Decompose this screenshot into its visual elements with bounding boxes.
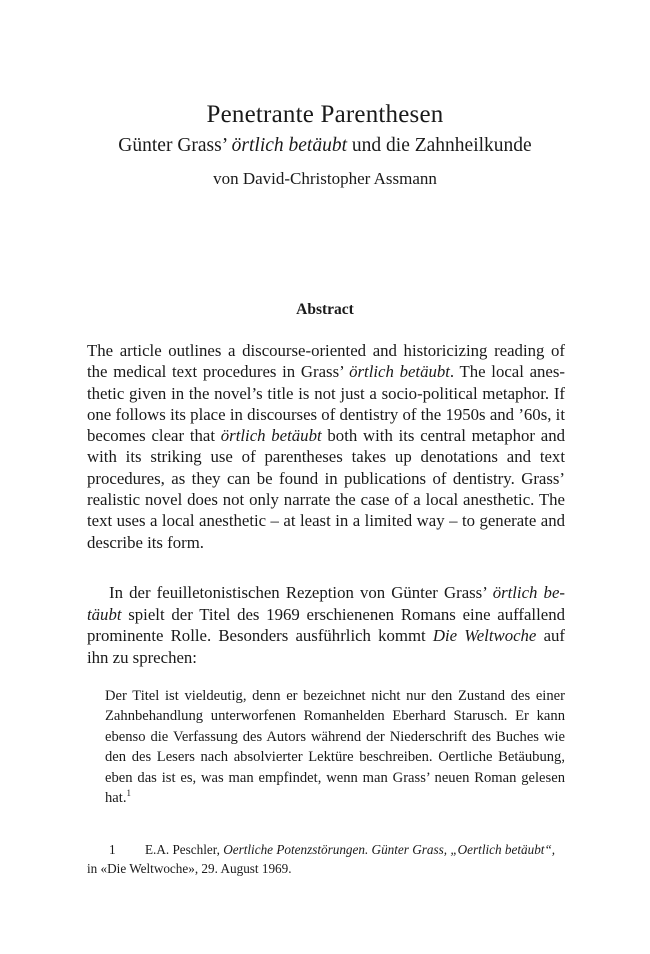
body-text-part: In der feuilletonistischen Rezeption von Günter Grass’: [109, 583, 493, 602]
block-quote: [105, 686, 565, 808]
article-author: von David-Christopher Assmann: [213, 169, 437, 188]
abstract-heading: Abstract: [296, 301, 354, 318]
footnote-article-title: Oertliche Potenzstörungen. Günter Grass, „Oertlich betäubt“,: [223, 842, 556, 857]
title-block: [0, 100, 650, 190]
footnote-number: 1: [109, 842, 116, 857]
article-subtitle: [0, 132, 650, 160]
abstract-text-part: The article outlines a discourse-oriented and historicizing reading of the medical text procedures in Grass’: [87, 341, 565, 382]
article-title: Penetrante Parenthesen: [206, 101, 444, 128]
abstract-text-part: both with its central metaphor and with its striking use of parentheses takes up denotations and text procedures, as they can be found in publications of dentistry. Grass’ realistic novel does not only narrate the case of a local anesthetic. The text uses a local anesthetic – at least in a limited way – to generate and describe its form.: [87, 426, 566, 552]
body-italic-journal: Die Weltwoche: [432, 626, 537, 645]
subtitle-text-end: und die Zahnheilkunde: [347, 135, 532, 156]
abstract-text: [87, 340, 565, 553]
quote-text: Der Titel ist vieldeutig, denn er bezeichnet nicht nur den Zustand des einer Zahnbehandlung unterworfenen Romanhelden Eberhard Starusch. Er kann ebenso die Verfassung des Autors während der Niederschrift des Buches wie den des Lesers nach absolvierter Lektüre beschreiben. Oertliche Betäubung, eben das ist es, was man empfindet, wenn man Grass’ neuen Roman gelesen hat.: [105, 688, 565, 807]
abstract-text-part: . The local anesthetic given in the novel’s title is not just a socio-political metaphor. If one follows its place in discourses of dentistry of the 1950s and ’60s, it becomes clear that: [87, 362, 565, 446]
abstract-italic-title: örtlich betäubt: [349, 362, 450, 382]
footnote-reference[interactable]: 1: [126, 788, 131, 799]
body-text-part: spielt der Titel des 1969 erschienenen Romans eine auffallend prominente Rolle. Besonders ausführlich kommt: [87, 604, 565, 645]
subtitle-novel-title: örtlich betäubt: [231, 135, 348, 156]
footnote-author: E.A. Peschler,: [145, 842, 224, 857]
footnote: [87, 840, 565, 878]
footnote-source: in «Die Weltwoche», 29. August 1969.: [87, 861, 292, 876]
subtitle-text-start: Günter Grass’: [118, 135, 232, 156]
body-italic-title: örtlich betäubt: [87, 583, 565, 624]
body-paragraph: [87, 582, 565, 668]
abstract-italic-title: örtlich betäubt: [220, 426, 322, 446]
body-text-part: auf ihn zu sprechen:: [87, 626, 565, 667]
